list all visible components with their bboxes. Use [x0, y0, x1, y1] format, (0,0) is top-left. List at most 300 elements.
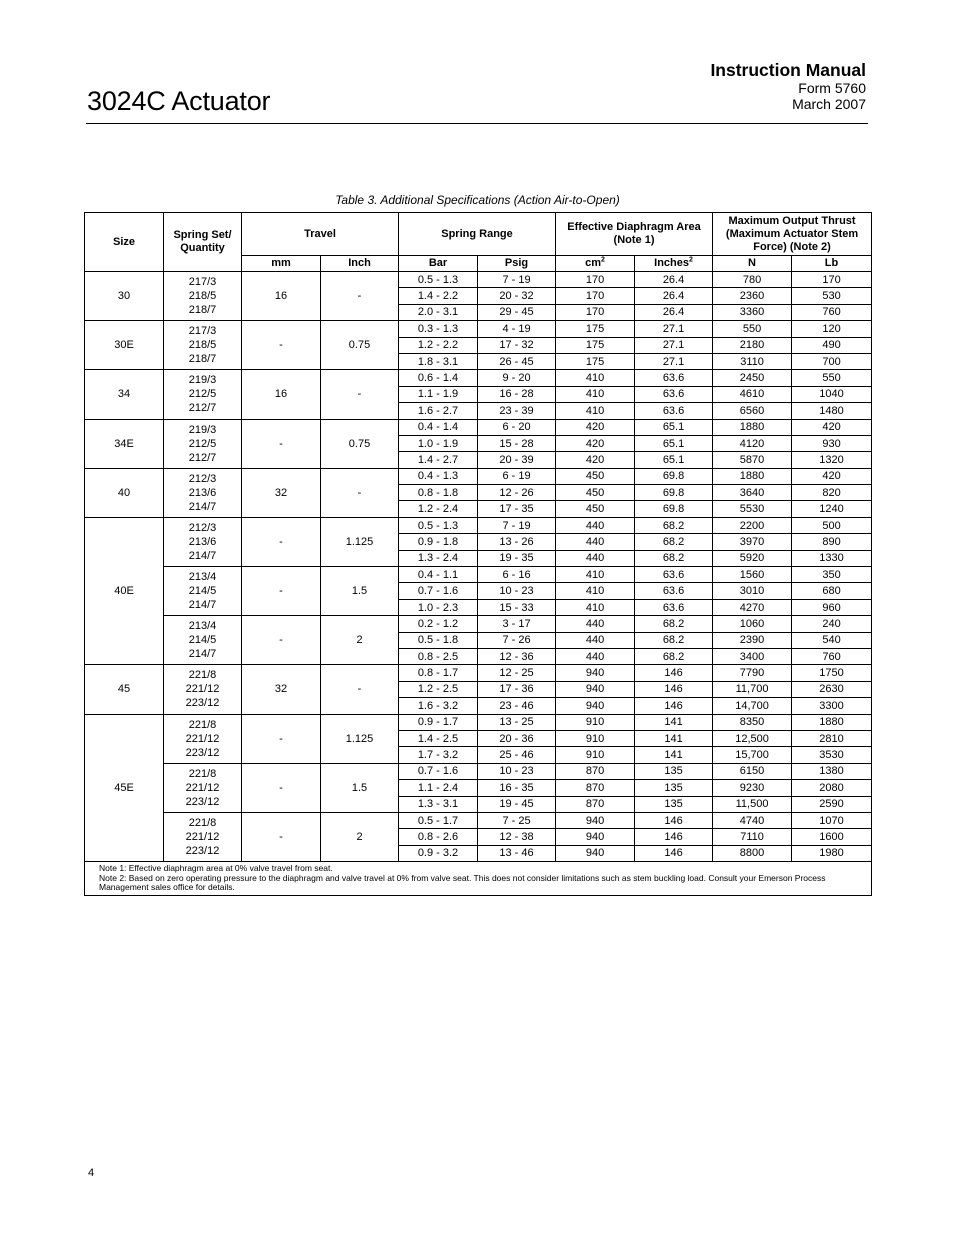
table-row	[85, 272, 872, 288]
spring-set-value: 214/7	[188, 648, 217, 661]
in2-cell: 146	[635, 681, 713, 697]
spring-set-value: 221/8	[188, 767, 217, 780]
cm2-cell: 420	[556, 452, 635, 468]
travel-inch-cell: -	[321, 370, 399, 419]
pound-cell: 540	[792, 632, 872, 648]
cm2-cell: 910	[556, 714, 635, 730]
pound-cell: 2630	[792, 681, 872, 697]
in2-cell: 68.2	[635, 534, 713, 550]
cm2-cell: 450	[556, 485, 635, 501]
travel-mm-cell: 16	[242, 370, 321, 419]
cm2-cell: 420	[556, 435, 635, 451]
in2-cell: 27.1	[635, 337, 713, 353]
cm2-cell: 910	[556, 730, 635, 746]
bar-cell: 2.0 - 3.1	[399, 304, 478, 320]
newton-cell: 14,700	[713, 698, 792, 714]
bar-cell: 1.1 - 1.9	[399, 386, 478, 402]
newton-cell: 2360	[713, 288, 792, 304]
newton-cell: 550	[713, 321, 792, 337]
bar-cell: 0.5 - 1.3	[399, 272, 478, 288]
spring-set-cell	[164, 665, 242, 714]
table-row	[85, 714, 872, 730]
bar-cell: 0.9 - 3.2	[399, 845, 478, 861]
bar-cell: 1.2 - 2.2	[399, 337, 478, 353]
psig-cell: 20 - 32	[478, 288, 556, 304]
bar-cell: 0.4 - 1.1	[399, 567, 478, 583]
spring-set-cell	[164, 468, 242, 517]
bar-cell: 0.8 - 1.8	[399, 485, 478, 501]
cm2-cell: 870	[556, 763, 635, 779]
header-cm2-label: cm	[585, 257, 602, 269]
newton-cell: 11,700	[713, 681, 792, 697]
psig-cell: 12 - 36	[478, 648, 556, 664]
psig-cell: 13 - 26	[478, 534, 556, 550]
bar-cell: 0.4 - 1.3	[399, 468, 478, 484]
psig-cell: 19 - 35	[478, 550, 556, 566]
header-psig: Psig	[478, 256, 556, 272]
pound-cell: 3300	[792, 698, 872, 714]
spring-set-value: 221/8	[188, 816, 217, 829]
psig-cell: 12 - 26	[478, 485, 556, 501]
newton-cell: 11,500	[713, 796, 792, 812]
newton-cell: 2390	[713, 632, 792, 648]
header-size: Size	[85, 213, 164, 272]
psig-cell: 29 - 45	[478, 304, 556, 320]
header-newton: N	[713, 256, 792, 272]
pound-cell: 1600	[792, 829, 872, 845]
header-spring-set: Spring Set/ Quantity	[164, 213, 242, 272]
newton-cell: 6560	[713, 403, 792, 419]
newton-cell: 780	[713, 272, 792, 288]
cm2-cell: 940	[556, 829, 635, 845]
manual-title: Instruction Manual	[710, 60, 866, 80]
bar-cell: 0.7 - 1.6	[399, 583, 478, 599]
spring-set-value: 214/7	[188, 500, 217, 513]
pound-cell: 890	[792, 534, 872, 550]
travel-inch-cell: 0.75	[321, 321, 399, 370]
newton-cell: 2180	[713, 337, 792, 353]
in2-cell: 141	[635, 747, 713, 763]
pound-cell: 760	[792, 304, 872, 320]
newton-cell: 4740	[713, 812, 792, 828]
header-in2-exponent: 2	[689, 256, 693, 264]
pound-cell: 930	[792, 435, 872, 451]
psig-cell: 17 - 35	[478, 501, 556, 517]
spring-set-value: 214/5	[188, 585, 217, 598]
specifications-table	[84, 212, 872, 896]
psig-cell: 16 - 35	[478, 780, 556, 796]
pound-cell: 1040	[792, 386, 872, 402]
newton-cell: 7790	[713, 665, 792, 681]
psig-cell: 19 - 45	[478, 796, 556, 812]
spring-set-value: 217/3	[188, 276, 217, 289]
pound-cell: 1980	[792, 845, 872, 861]
pound-cell: 1320	[792, 452, 872, 468]
newton-cell: 1560	[713, 567, 792, 583]
spring-set-value: 221/8	[188, 718, 217, 731]
newton-cell: 3640	[713, 485, 792, 501]
cm2-cell: 450	[556, 501, 635, 517]
psig-cell: 12 - 38	[478, 829, 556, 845]
travel-mm-cell: -	[242, 763, 321, 812]
in2-cell: 69.8	[635, 485, 713, 501]
spring-set-value: 212/7	[188, 402, 217, 415]
spring-set-value: 212/5	[188, 388, 217, 401]
table-row	[85, 517, 872, 533]
bar-cell: 1.1 - 2.4	[399, 780, 478, 796]
table-row	[85, 616, 872, 632]
pound-cell: 500	[792, 517, 872, 533]
pound-cell: 1880	[792, 714, 872, 730]
pound-cell: 420	[792, 419, 872, 435]
pound-cell: 350	[792, 567, 872, 583]
bar-cell: 1.3 - 3.1	[399, 796, 478, 812]
psig-cell: 12 - 25	[478, 665, 556, 681]
in2-cell: 26.4	[635, 288, 713, 304]
travel-mm-cell: -	[242, 812, 321, 861]
newton-cell: 12,500	[713, 730, 792, 746]
pound-cell: 960	[792, 599, 872, 615]
in2-cell: 146	[635, 812, 713, 828]
page-number: 4	[88, 1167, 95, 1179]
in2-cell: 141	[635, 730, 713, 746]
newton-cell: 3970	[713, 534, 792, 550]
travel-inch-cell: 2	[321, 616, 399, 665]
spring-set-value: 213/6	[188, 535, 217, 548]
in2-cell: 63.6	[635, 370, 713, 386]
bar-cell: 1.6 - 3.2	[399, 698, 478, 714]
in2-cell: 146	[635, 665, 713, 681]
newton-cell: 9230	[713, 780, 792, 796]
travel-mm-cell: 32	[242, 468, 321, 517]
bar-cell: 1.3 - 2.4	[399, 550, 478, 566]
psig-cell: 9 - 20	[478, 370, 556, 386]
newton-cell: 3110	[713, 353, 792, 369]
psig-cell: 26 - 45	[478, 353, 556, 369]
newton-cell: 3400	[713, 648, 792, 664]
cm2-cell: 410	[556, 583, 635, 599]
newton-cell: 5920	[713, 550, 792, 566]
pound-cell: 490	[792, 337, 872, 353]
pound-cell: 820	[792, 485, 872, 501]
bar-cell: 0.3 - 1.3	[399, 321, 478, 337]
pound-cell: 2810	[792, 730, 872, 746]
pound-cell: 1380	[792, 763, 872, 779]
in2-cell: 27.1	[635, 353, 713, 369]
pound-cell: 240	[792, 616, 872, 632]
form-number: Form 5760	[798, 80, 866, 96]
spring-set-value: 218/5	[188, 339, 217, 352]
header-in2	[635, 256, 713, 272]
pound-cell: 1330	[792, 550, 872, 566]
spring-set-value: 218/7	[188, 353, 217, 366]
cm2-cell: 410	[556, 370, 635, 386]
newton-cell: 3010	[713, 583, 792, 599]
psig-cell: 15 - 28	[478, 435, 556, 451]
in2-cell: 68.2	[635, 648, 713, 664]
spring-set-value: 213/4	[188, 571, 217, 584]
spring-set-value: 212/3	[188, 472, 217, 485]
in2-cell: 63.6	[635, 599, 713, 615]
spring-set-cell	[164, 812, 242, 861]
spring-set-value: 213/4	[188, 620, 217, 633]
in2-cell: 146	[635, 698, 713, 714]
spring-set-value: 212/5	[188, 437, 217, 450]
bar-cell: 0.8 - 2.6	[399, 829, 478, 845]
psig-cell: 6 - 19	[478, 468, 556, 484]
table-row	[85, 567, 872, 583]
cm2-cell: 940	[556, 845, 635, 861]
bar-cell: 0.4 - 1.4	[399, 419, 478, 435]
pound-cell: 680	[792, 583, 872, 599]
bar-cell: 0.2 - 1.2	[399, 616, 478, 632]
bar-cell: 0.5 - 1.3	[399, 517, 478, 533]
psig-cell: 20 - 39	[478, 452, 556, 468]
cm2-cell: 940	[556, 698, 635, 714]
in2-cell: 146	[635, 829, 713, 845]
header-travel-inch: Inch	[321, 256, 399, 272]
cm2-cell: 870	[556, 796, 635, 812]
spring-set-cell	[164, 567, 242, 616]
bar-cell: 0.6 - 1.4	[399, 370, 478, 386]
travel-inch-cell: -	[321, 272, 399, 321]
newton-cell: 5870	[713, 452, 792, 468]
newton-cell: 6150	[713, 763, 792, 779]
psig-cell: 3 - 17	[478, 616, 556, 632]
travel-mm-cell: -	[242, 714, 321, 763]
in2-cell: 135	[635, 763, 713, 779]
in2-cell: 65.1	[635, 435, 713, 451]
header-diaphragm-area: Effective Diaphragm Area (Note 1)	[556, 213, 713, 256]
cm2-cell: 175	[556, 337, 635, 353]
spring-set-value: 212/7	[188, 451, 217, 464]
psig-cell: 16 - 28	[478, 386, 556, 402]
newton-cell: 4610	[713, 386, 792, 402]
newton-cell: 2200	[713, 517, 792, 533]
psig-cell: 7 - 19	[478, 517, 556, 533]
in2-cell: 27.1	[635, 321, 713, 337]
header-pound: Lb	[792, 256, 872, 272]
travel-mm-cell: 16	[242, 272, 321, 321]
table-row	[85, 812, 872, 828]
bar-cell: 1.4 - 2.2	[399, 288, 478, 304]
cm2-cell: 910	[556, 747, 635, 763]
table-row	[85, 419, 872, 435]
psig-cell: 7 - 25	[478, 812, 556, 828]
pound-cell: 550	[792, 370, 872, 386]
psig-cell: 13 - 25	[478, 714, 556, 730]
bar-cell: 0.9 - 1.7	[399, 714, 478, 730]
in2-cell: 65.1	[635, 419, 713, 435]
bar-cell: 1.0 - 2.3	[399, 599, 478, 615]
newton-cell: 1880	[713, 468, 792, 484]
spring-set-value: 221/12	[185, 781, 220, 794]
spring-set-value: 214/5	[188, 634, 217, 647]
newton-cell: 1880	[713, 419, 792, 435]
travel-inch-cell: -	[321, 468, 399, 517]
newton-cell: 7110	[713, 829, 792, 845]
spring-set-value: 223/12	[185, 844, 220, 857]
spring-set-value: 212/3	[188, 521, 217, 534]
spring-set-cell	[164, 616, 242, 665]
bar-cell: 1.2 - 2.5	[399, 681, 478, 697]
newton-cell: 8800	[713, 845, 792, 861]
travel-inch-cell: 2	[321, 812, 399, 861]
psig-cell: 4 - 19	[478, 321, 556, 337]
bar-cell: 0.5 - 1.7	[399, 812, 478, 828]
table-notes	[85, 862, 872, 896]
spring-set-value: 213/6	[188, 486, 217, 499]
in2-cell: 68.2	[635, 632, 713, 648]
pound-cell: 760	[792, 648, 872, 664]
psig-cell: 15 - 33	[478, 599, 556, 615]
cm2-cell: 170	[556, 272, 635, 288]
bar-cell: 1.2 - 2.4	[399, 501, 478, 517]
cm2-cell: 420	[556, 419, 635, 435]
size-cell: 40E	[85, 517, 164, 665]
spring-set-cell	[164, 419, 242, 468]
table-row	[85, 321, 872, 337]
spring-set-value: 223/12	[185, 697, 220, 710]
header-cm2	[556, 256, 635, 272]
travel-mm-cell: -	[242, 321, 321, 370]
psig-cell: 7 - 26	[478, 632, 556, 648]
cm2-cell: 440	[556, 534, 635, 550]
newton-cell: 4270	[713, 599, 792, 615]
cm2-cell: 440	[556, 550, 635, 566]
in2-cell: 63.6	[635, 567, 713, 583]
spring-set-value: 218/7	[188, 304, 217, 317]
cm2-cell: 440	[556, 517, 635, 533]
in2-cell: 68.2	[635, 550, 713, 566]
travel-inch-cell: 1.5	[321, 763, 399, 812]
header-divider	[86, 123, 868, 124]
bar-cell: 1.7 - 3.2	[399, 747, 478, 763]
cm2-cell: 175	[556, 321, 635, 337]
in2-cell: 141	[635, 714, 713, 730]
cm2-cell: 450	[556, 468, 635, 484]
pound-cell: 1750	[792, 665, 872, 681]
bar-cell: 1.4 - 2.5	[399, 730, 478, 746]
pound-cell: 170	[792, 272, 872, 288]
cm2-cell: 440	[556, 648, 635, 664]
spring-set-cell	[164, 763, 242, 812]
bar-cell: 0.9 - 1.8	[399, 534, 478, 550]
header-max-thrust: Maximum Output Thrust (Maximum Actuator Stem Force) (Note 2)	[713, 213, 872, 256]
cm2-cell: 410	[556, 567, 635, 583]
psig-cell: 23 - 39	[478, 403, 556, 419]
spring-set-value: 219/3	[188, 423, 217, 436]
cm2-cell: 440	[556, 616, 635, 632]
in2-cell: 63.6	[635, 386, 713, 402]
newton-cell: 2450	[713, 370, 792, 386]
travel-inch-cell: 0.75	[321, 419, 399, 468]
note-1: Note 1: Effective diaphragm area at 0% valve travel from seat.	[99, 863, 333, 874]
travel-inch-cell: 1.5	[321, 567, 399, 616]
bar-cell: 0.7 - 1.6	[399, 763, 478, 779]
spring-set-value: 214/7	[188, 549, 217, 562]
bar-cell: 1.8 - 3.1	[399, 353, 478, 369]
cm2-cell: 940	[556, 665, 635, 681]
specifications-table-body	[85, 272, 872, 862]
header-bar: Bar	[399, 256, 478, 272]
spring-set-value: 217/3	[188, 325, 217, 338]
in2-cell: 68.2	[635, 616, 713, 632]
header-cm2-exponent: 2	[601, 256, 605, 264]
bar-cell: 1.6 - 2.7	[399, 403, 478, 419]
form-date: March 2007	[792, 96, 866, 112]
pound-cell: 700	[792, 353, 872, 369]
in2-cell: 69.8	[635, 468, 713, 484]
table-row	[85, 370, 872, 386]
newton-cell: 3360	[713, 304, 792, 320]
size-cell: 30	[85, 272, 164, 321]
spring-set-value: 219/3	[188, 374, 217, 387]
table-row	[85, 665, 872, 681]
in2-cell: 63.6	[635, 583, 713, 599]
bar-cell: 1.4 - 2.7	[399, 452, 478, 468]
pound-cell: 1240	[792, 501, 872, 517]
table-row	[85, 763, 872, 779]
cm2-cell: 870	[556, 780, 635, 796]
spring-set-value: 221/12	[185, 683, 220, 696]
pound-cell: 530	[792, 288, 872, 304]
in2-cell: 63.6	[635, 403, 713, 419]
spring-set-value: 221/12	[185, 732, 220, 745]
cm2-cell: 940	[556, 681, 635, 697]
spring-set-value: 214/7	[188, 599, 217, 612]
size-cell: 34E	[85, 419, 164, 468]
newton-cell: 1060	[713, 616, 792, 632]
size-cell: 30E	[85, 321, 164, 370]
psig-cell: 17 - 32	[478, 337, 556, 353]
newton-cell: 15,700	[713, 747, 792, 763]
psig-cell: 25 - 46	[478, 747, 556, 763]
in2-cell: 135	[635, 796, 713, 812]
spring-set-value: 223/12	[185, 746, 220, 759]
document-title: 3024C Actuator	[87, 86, 271, 116]
size-cell: 45E	[85, 714, 164, 862]
psig-cell: 6 - 20	[478, 419, 556, 435]
spring-set-cell	[164, 272, 242, 321]
table-caption: Table 3. Additional Specifications (Action Air-to-Open)	[335, 193, 620, 207]
header-in2-label: Inches	[654, 257, 689, 269]
bar-cell: 0.5 - 1.8	[399, 632, 478, 648]
pound-cell: 420	[792, 468, 872, 484]
psig-cell: 10 - 23	[478, 763, 556, 779]
pound-cell: 1070	[792, 812, 872, 828]
size-cell: 40	[85, 468, 164, 517]
cm2-cell: 175	[556, 353, 635, 369]
cm2-cell: 170	[556, 288, 635, 304]
cm2-cell: 410	[556, 599, 635, 615]
in2-cell: 135	[635, 780, 713, 796]
table-row	[85, 468, 872, 484]
newton-cell: 4120	[713, 435, 792, 451]
in2-cell: 146	[635, 845, 713, 861]
newton-cell: 8350	[713, 714, 792, 730]
psig-cell: 6 - 16	[478, 567, 556, 583]
size-cell: 45	[85, 665, 164, 714]
in2-cell: 65.1	[635, 452, 713, 468]
psig-cell: 7 - 19	[478, 272, 556, 288]
spring-set-cell	[164, 714, 242, 763]
spring-set-cell	[164, 370, 242, 419]
cm2-cell: 410	[556, 386, 635, 402]
travel-mm-cell: -	[242, 517, 321, 566]
bar-cell: 1.0 - 1.9	[399, 435, 478, 451]
travel-mm-cell: 32	[242, 665, 321, 714]
